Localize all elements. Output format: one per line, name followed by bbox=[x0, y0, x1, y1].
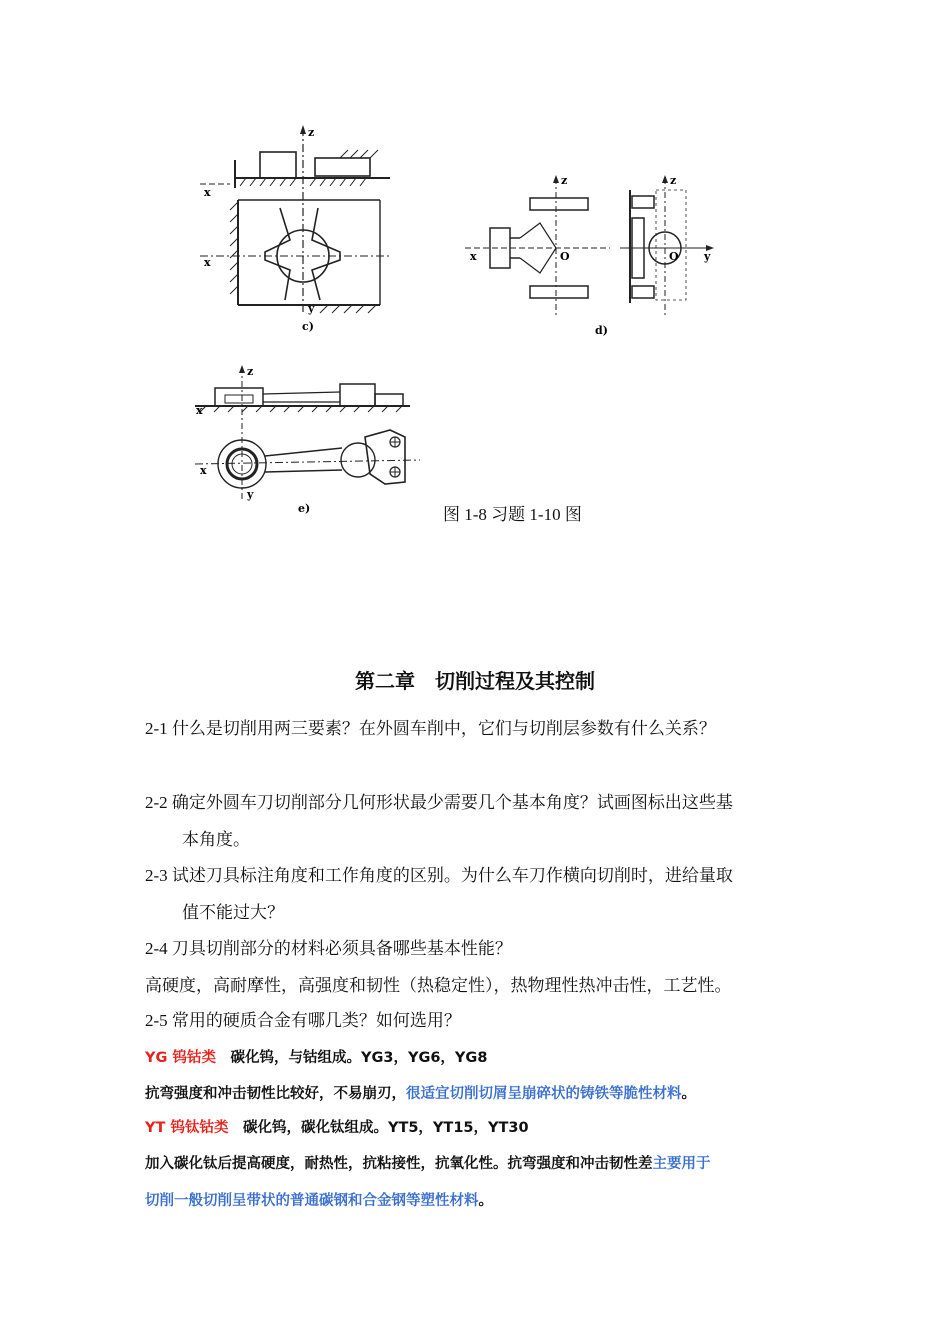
yg-heading bbox=[145, 1046, 825, 1067]
figure-panel-e bbox=[190, 362, 430, 517]
answer-2-4: 高硬度，高耐摩性，高强度和韧性（热稳定性），热物理性热冲击性，工艺性。 bbox=[145, 976, 732, 995]
origin-label-d2: O bbox=[669, 250, 679, 263]
yg-properties bbox=[145, 1082, 825, 1103]
axis-z-label-d1: z bbox=[561, 174, 568, 187]
question-2-1: 2-1 什么是切削用两三要素？在外圆车削中，它们与切削层参数有什么关系？ bbox=[145, 719, 716, 738]
axis-y-label: y bbox=[308, 302, 315, 315]
question-2-2-line2: 本角度。 bbox=[182, 830, 250, 849]
yg-desc: 碳化钨，与钴组成。YG3，YG6，YG8 bbox=[215, 1050, 488, 1066]
panel-d-label: d) bbox=[595, 324, 608, 337]
question-2-4: 2-4 刀具切削部分的材料必须具备哪些基本性能？ bbox=[145, 939, 512, 958]
panel-e-label: e) bbox=[298, 502, 311, 515]
yg-prop-blue: 很适宜切削切屑呈崩碎状的铸铁等脆性材料 bbox=[406, 1086, 682, 1102]
axis-x-label-e-plan: x bbox=[200, 464, 207, 477]
question-2-3 bbox=[145, 857, 815, 931]
yg-prop-end: 。 bbox=[681, 1086, 696, 1102]
yt-properties-line2 bbox=[145, 1189, 825, 1210]
yg-name: YG 钨钴类 bbox=[145, 1050, 216, 1066]
yt-prop-blue2: 切削一般切削呈带状的普通碳钢和合金钢等塑性材料 bbox=[145, 1193, 479, 1209]
axis-y-label-e: y bbox=[247, 488, 254, 501]
axis-x-label-front: x bbox=[204, 256, 211, 269]
yt-prop-end: 。 bbox=[478, 1193, 493, 1209]
axis-z-label-d2: z bbox=[670, 174, 677, 187]
origin-label-d1: O bbox=[560, 250, 570, 263]
yt-properties-line1 bbox=[145, 1152, 825, 1173]
figure-caption: 图 1-8 习题 1-10 图 bbox=[443, 505, 582, 524]
axis-x-label-d: x bbox=[470, 250, 477, 263]
question-2-5: 2-5 常用的硬质合金有哪几类？如何选用？ bbox=[145, 1011, 461, 1030]
question-2-3-line1: 2-3 试述刀具标注角度和工作角度的区别。为什么车刀作横向切削时，进给量取 bbox=[145, 866, 733, 885]
yg-prop-black: 抗弯强度和冲击韧性比较好，不易崩刃， bbox=[145, 1086, 406, 1102]
axis-z-label-e: z bbox=[247, 365, 254, 378]
yt-prop-black: 加入碳化钛后提高硬度，耐热性，抗粘接性，抗氧化性。抗弯强度和冲击韧性差 bbox=[145, 1156, 653, 1172]
yt-prop-blue1: 主要用于 bbox=[652, 1156, 711, 1172]
yt-desc: 碳化钨，碳化钛组成。YT5，YT15，YT30 bbox=[228, 1120, 529, 1136]
question-2-2 bbox=[145, 784, 815, 858]
yt-heading bbox=[145, 1116, 825, 1137]
yt-name: YT 钨钛钴类 bbox=[145, 1120, 229, 1136]
figure-panel-c bbox=[190, 120, 390, 335]
axis-x-label-e-top: x bbox=[196, 404, 203, 417]
question-2-2-line1: 2-2 确定外圆车刀切削部分几何形状最少需要几个基本角度？试画图标出这些基 bbox=[145, 793, 733, 812]
axis-y-label-d: y bbox=[704, 250, 711, 263]
question-2-3-line2: 值不能过大？ bbox=[182, 903, 284, 922]
panel-c-label: c) bbox=[302, 320, 314, 333]
axis-z-label: z bbox=[308, 126, 315, 139]
chapter-title: 第二章 切削过程及其控制 bbox=[355, 669, 595, 693]
axis-x-label-top: x bbox=[204, 186, 211, 199]
figure-panel-d bbox=[460, 168, 730, 338]
